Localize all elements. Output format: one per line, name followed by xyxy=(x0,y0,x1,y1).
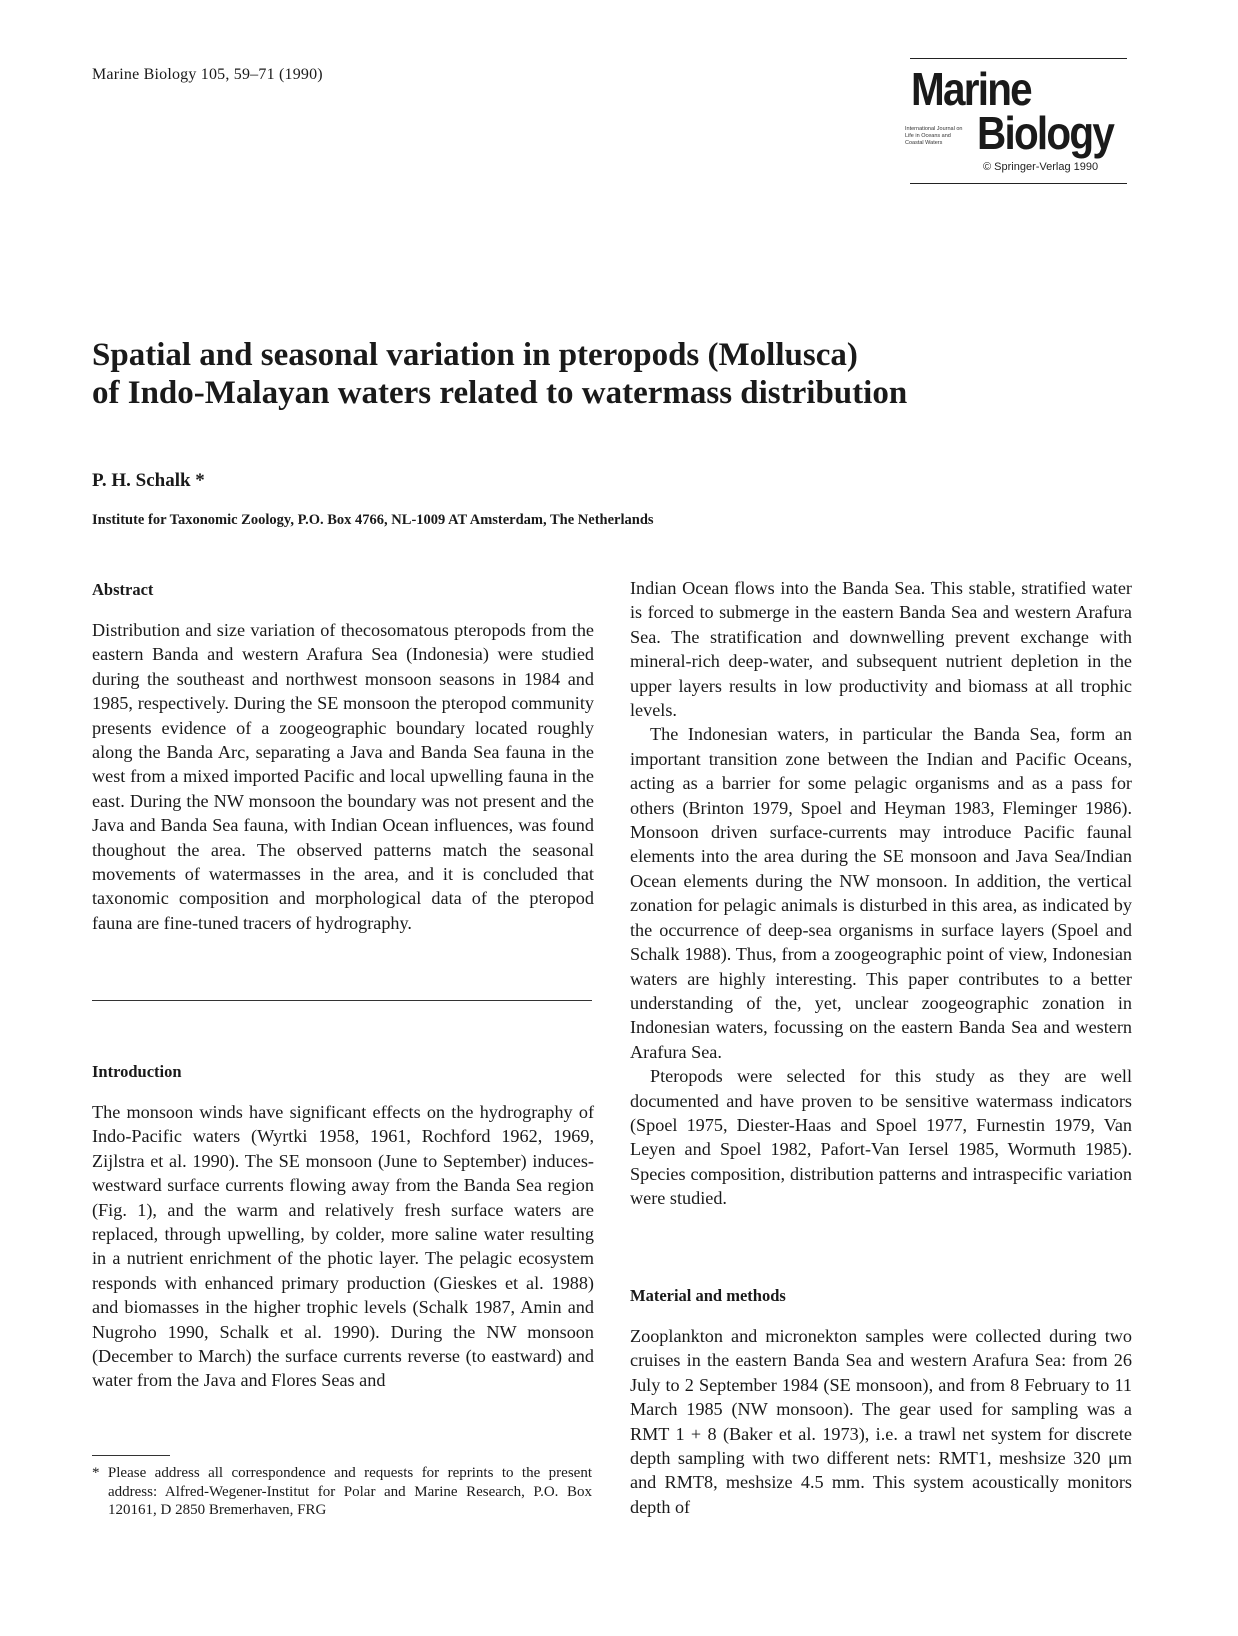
introduction-paragraph-1: The monsoon winds have significant effects on the hydrography of Indo-Pacific waters (Wyrtki 1958, 1961, Rochford 1962, 1969, Zijlstra et al. 1990). The SE monsoon (June to September) induces-westward surface currents flowing away from the Banda Sea region (Fig. 1), and the warm and relatively fresh surface waters are replaced, through upwelling, by colder, more saline water resulting in a nutrient enrichment of the photic layer. The pelagic ecosystem responds with enhanced primary production (Gieskes et al. 1988) and biomasses in the higher trophic levels (Schalk 1987, Amin and Nugroho 1990, Schalk et al. 1990). During the NW monsoon (December to March) the surface currents reverse (to eastward) and water from the Java and Flores Seas and xyxy=(92,1102,594,1391)
methods-body xyxy=(630,1324,1132,1519)
journal-citation: Marine Biology 105, 59–71 (1990) xyxy=(92,66,323,83)
article-title xyxy=(92,336,1132,412)
logo-word-biology: Biology xyxy=(977,107,1114,159)
title-line-1: Spatial and seasonal variation in pteropods (Mollusca) xyxy=(92,337,858,373)
abstract-body xyxy=(92,618,594,935)
title-line-2: of Indo-Malayan waters related to watermass distribution xyxy=(92,375,908,411)
logo-top-rule xyxy=(910,58,1127,59)
introduction-body-left xyxy=(92,1100,594,1393)
footnote xyxy=(92,1464,592,1520)
abstract-heading: Abstract xyxy=(92,580,154,599)
introduction-body-right xyxy=(630,576,1132,1211)
author-affiliation: Institute for Taxonomic Zoology, P.O. Box 4766, NL-1009 AT Amsterdam, The Netherlands xyxy=(92,512,654,528)
introduction-paragraph-1-continued: Indian Ocean flows into the Banda Sea. This stable, stratified water is forced to submerge in the eastern Banda Sea and western Arafura Sea. The stratification and downwelling prevent exchange with mineral-rich deep-water, and subsequent nutrient depletion in the upper layers results in low productivity and biomass at all trophic levels. xyxy=(630,578,1132,721)
abstract-text: Distribution and size variation of thecosomatous pteropods from the eastern Banda and western Arafura Sea (Indonesia) were studied during the southeast and northwest monsoon seasons in 1984 and 1985, respectively. During the SE monsoon the pteropod community presents evidence of a zoogeographic boundary located roughly along the Banda Arc, separating a Java and Banda Sea fauna in the west from a mixed imported Pacific and local upwelling fauna in the east. During the NW monsoon the boundary was not present and the Java and Banda Sea fauna, with Indian Ocean influences, was found thoughout the area. The observed patterns match the seasonal movements of watermasses in the area, and it is concluded that taxonomic composition and morphological data of the pteropod fauna are fine-tuned tracers of hydrography. xyxy=(92,620,594,933)
abstract-divider xyxy=(92,1000,592,1001)
introduction-paragraph-3: Pteropods were selected for this study as they are well documented and have proven to be sensitive watermass indicators (Spoel 1975, Diester-Haas and Spoel 1977, Furnestin 1979, Van Leyen and Spoel 1982, Pafort-Van Iersel 1985, Wormuth 1985). Species composition, distribution patterns and intraspecific variation were studied. xyxy=(630,1066,1132,1209)
footnote-text: * Please address all correspondence and requests for reprints to the present address: Alfred-Wegener-Institut for Polar and Marine Research, P.O. Box 120161, D 2850 Bremerhaven, FRG xyxy=(92,1465,592,1518)
logo-word-marine: Marine xyxy=(911,63,1031,115)
methods-heading: Material and methods xyxy=(630,1286,786,1305)
logo-tagline: International Journal on Life in Oceans and Coastal Waters xyxy=(905,126,963,146)
journal-logo xyxy=(905,58,1127,186)
author-name: P. H. Schalk * xyxy=(92,470,205,491)
introduction-paragraph-2: The Indonesian waters, in particular the Banda Sea, form an important transition zone between the Indian and Pacific Oceans, acting as a barrier for some pelagic organisms and as a pass for others (Brinton 1979, Spoel and Heyman 1983, Fleminger 1986). Monsoon driven surface-currents may introduce Pacific faunal elements into the area during the SE monsoon and Java Sea/Indian Ocean elements during the NW monsoon. In addition, the vertical zonation for pelagic animals is disturbed in this area, as indicated by the occurrence of deep-sea organisms in surface layers (Spoel and Schalk 1988). Thus, from a zoogeographic point of view, Indonesian waters are highly interesting. This paper contributes to a better understanding of the, yet, unclear zoogeographic zonation in Indonesian waters, focussing on the eastern Banda Sea and western Arafura Sea. xyxy=(630,724,1132,1062)
logo-copyright: © Springer-Verlag 1990 xyxy=(983,161,1099,173)
introduction-heading: Introduction xyxy=(92,1062,182,1081)
footnote-divider xyxy=(92,1455,170,1456)
methods-text: Zooplankton and micronekton samples were collected during two cruises in the eastern Banda Sea and western Arafura Sea: from 26 July to 2 September 1984 (SE monsoon), and from 8 February to 11 March 1985 (NW monsoon). The gear used for sampling was a RMT 1 + 8 (Baker et al. 1973), i.e. a trawl net system for discrete depth sampling with two different nets: RMT1, meshsize 320 μm and RMT8, meshsize 4.5 mm. This system acoustically monitors depth of xyxy=(630,1326,1132,1517)
logo-bottom-rule xyxy=(910,183,1127,184)
